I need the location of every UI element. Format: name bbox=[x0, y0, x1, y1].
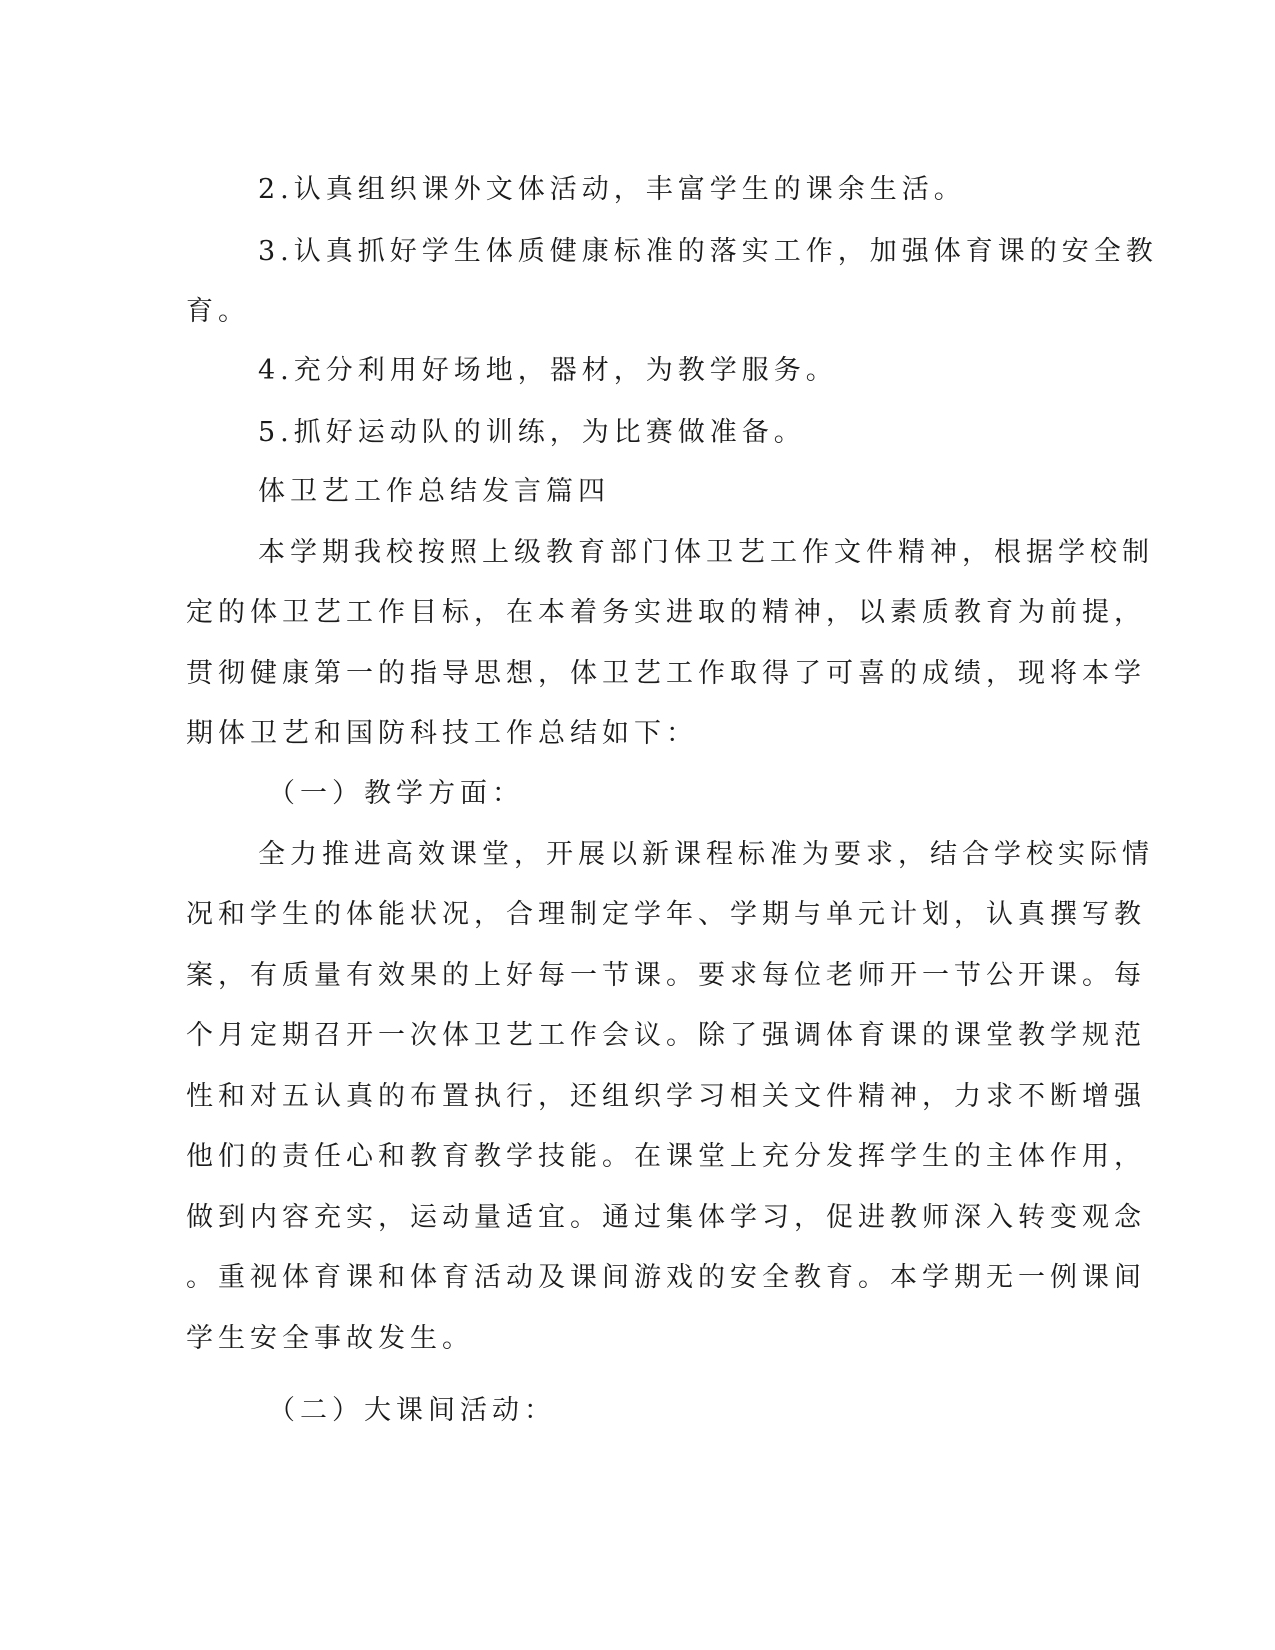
paragraph-line: 本学期我校按照上级教育部门体卫艺工作文件精神，根据学校制 bbox=[258, 537, 1154, 568]
paragraph-line: 全力推进高效课堂，开展以新课程标准为要求，结合学校实际情 bbox=[258, 839, 1154, 870]
list-item-3: 3.认真抓好学生体质健康标准的落实工作，加强体育课的安全教 bbox=[258, 236, 1158, 267]
subheading-break-activity: （二）大课间活动： bbox=[268, 1395, 556, 1426]
paragraph-line: 做到内容充实，运动量适宜。通过集体学习，促进教师深入转变观念 bbox=[186, 1202, 1146, 1233]
paragraph-line: 况和学生的体能状况，合理制定学年、学期与单元计划，认真撰写教 bbox=[186, 899, 1146, 930]
list-item-4: 4.充分利用好场地，器材，为教学服务。 bbox=[258, 355, 838, 386]
paragraph-line: 案，有质量有效果的上好每一节课。要求每位老师开一节公开课。每 bbox=[186, 960, 1146, 991]
paragraph-line: 性和对五认真的布置执行，还组织学习相关文件精神，力求不断增强 bbox=[186, 1081, 1146, 1112]
paragraph-line: 贯彻健康第一的指导思想，体卫艺工作取得了可喜的成绩，现将本学 bbox=[186, 658, 1146, 689]
paragraph-line: 期体卫艺和国防科技工作总结如下： bbox=[186, 718, 698, 749]
subheading-teaching: （一）教学方面： bbox=[268, 778, 524, 809]
list-item-5: 5.抓好运动队的训练，为比赛做准备。 bbox=[258, 417, 806, 448]
paragraph-line: 定的体卫艺工作目标，在本着务实进取的精神，以素质教育为前提， bbox=[186, 597, 1146, 628]
paragraph-line: 个月定期召开一次体卫艺工作会议。除了强调体育课的课堂教学规范 bbox=[186, 1020, 1146, 1051]
list-item-2: 2.认真组织课外文体活动，丰富学生的课余生活。 bbox=[258, 174, 966, 205]
paragraph-line: 。重视体育课和体育活动及课间游戏的安全教育。本学期无一例课间 bbox=[186, 1262, 1146, 1293]
list-item-3-cont: 育。 bbox=[186, 296, 250, 327]
paragraph-line: 学生安全事故发生。 bbox=[186, 1323, 474, 1354]
paragraph-line: 他们的责任心和教育教学技能。在课堂上充分发挥学生的主体作用， bbox=[186, 1141, 1146, 1172]
section-title: 体卫艺工作总结发言篇四 bbox=[258, 476, 610, 507]
